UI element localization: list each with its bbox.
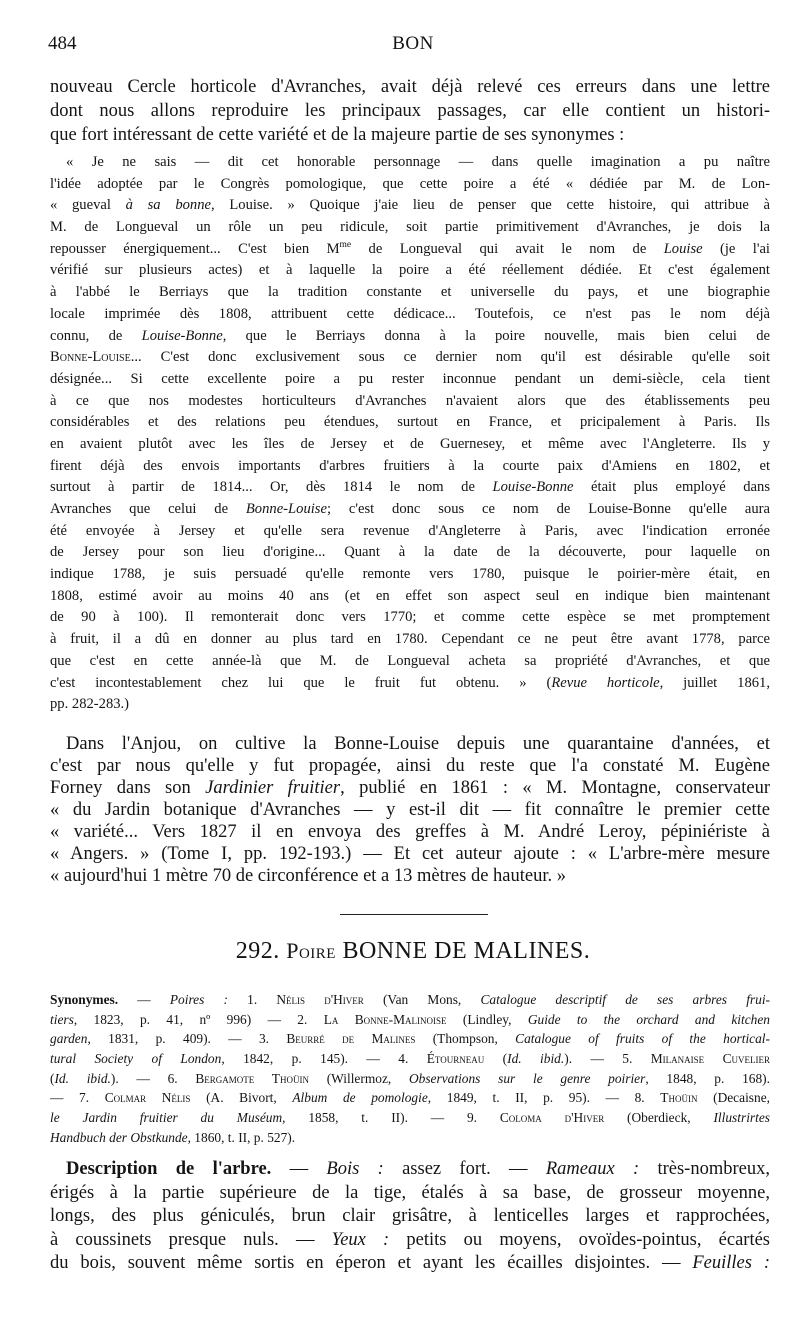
- italic-text: Observations sur le genre poirier: [408, 1070, 646, 1086]
- text-line: [50, 304, 770, 326]
- small-caps-text: La Bonne-Malinoise: [323, 1011, 447, 1027]
- text-segment: « Angers. » (Tome I, pp. 192-193.) — Et cet auteur ajoute : « L'arbre-mère mesure: [50, 844, 770, 864]
- text-line: [50, 1049, 770, 1069]
- text-segment: , 1848, p. 168).: [645, 1070, 770, 1086]
- text-segment: (: [50, 1070, 55, 1086]
- italic-text: Louise-Bonne: [492, 479, 574, 496]
- text-segment: à coussinets presque nuls. —: [50, 1229, 332, 1250]
- text-segment: considérables et des relations peu étendues, surtout en France, et pricipalement à Paris. Ils: [50, 414, 770, 431]
- italic-text: à sa bonne: [125, 197, 211, 214]
- text-segment: du bois, souvent même sortis en éperon et ayant les écailles disjointes. —: [50, 1253, 693, 1274]
- section-kind: Poire: [286, 938, 336, 963]
- italic-text: le Jardin fruitier du Muséum: [50, 1110, 283, 1126]
- italic-text: Rameaux :: [545, 1159, 640, 1179]
- text-segment: désignée... Si cette excellente poire a pu rester inconnue pendant un demi-siècle, cela tient: [50, 370, 770, 387]
- italic-text: Jardinier fruitier: [205, 778, 341, 798]
- text-segment: nouveau Cercle horticole d'Avranches, avait déjà relevé ces erreurs dans une lettre: [50, 77, 770, 97]
- text-segment: de Jersey pour son lieu d'origine... Quant à la date de la découverte, pour laquelle on: [50, 544, 770, 561]
- text-segment: , juillet 1861,: [659, 674, 770, 691]
- text-line: [50, 629, 770, 651]
- text-segment: repousser énergiquement... C'est bien M: [50, 240, 340, 257]
- small-caps-text: Nélis d'Hiver: [276, 992, 364, 1007]
- text-segment: Avranches que celui de: [50, 501, 246, 517]
- quoted-letter: [50, 152, 770, 716]
- text-segment: été envoyée à Jersey et qu'elle sera revenue d'Angleterre à Paris, avec l'indication erronée: [50, 522, 770, 539]
- text-segment: (A. Bivort,: [190, 1090, 293, 1106]
- text-segment: longs, des plus géniculés, brun clair grisâtre, à lenticelles larges et rapprochées,: [50, 1206, 770, 1227]
- text-segment: , publié en 1861 : « M. Montagne, conservateur: [340, 778, 770, 798]
- small-caps-text: Thoüin: [660, 1090, 698, 1106]
- small-caps-text: Étourneau: [426, 1051, 485, 1067]
- section-divider: [340, 914, 488, 915]
- text-segment: « gueval: [50, 197, 126, 214]
- text-line: [50, 1128, 770, 1148]
- text-line: [50, 477, 770, 499]
- text-segment: vérifié sur plusieurs actes) et à laquelle la poire a été réellement dédiée. Et c'est également: [50, 262, 770, 279]
- text-line: [50, 499, 770, 521]
- small-caps-text: Colmar Nélis: [104, 1090, 191, 1106]
- text-segment: —: [118, 992, 170, 1007]
- text-segment: de Longueval qui avait le nom de: [351, 240, 664, 257]
- text-line: [50, 123, 770, 147]
- text-line: [50, 1158, 770, 1182]
- text-segment: petits ou moyens, ovoïdes-pointus, écartés: [389, 1229, 770, 1250]
- italic-text: Revue horticole: [551, 674, 660, 691]
- italic-text: Bois :: [326, 1159, 384, 1179]
- italic-text: Id. ibid.: [507, 1051, 565, 1067]
- text-line: [50, 1108, 770, 1128]
- text-segment: (Lindley,: [446, 1011, 528, 1027]
- text-segment: que fort intéressant de cette variété et de la majeure partie de ses synonymes :: [50, 125, 625, 145]
- text-line: [50, 282, 770, 304]
- italic-text: Id. ibid.: [54, 1070, 111, 1086]
- text-line: [50, 843, 770, 865]
- italic-text: tiers: [50, 1011, 74, 1027]
- small-caps-text: Bergamote Thoüin: [195, 1070, 309, 1086]
- small-caps-text: Beurré de Malines: [286, 1031, 416, 1047]
- text-segment: érigés à la partie supérieure de la tige, étalés à sa base, de grosseur moyenne,: [50, 1182, 770, 1203]
- text-segment: , 1823, p. 41, nº 996) — 2.: [73, 1011, 324, 1027]
- text-line: [50, 1088, 770, 1108]
- text-segment: de 90 à 100). Il remonterait donc vers 1770; et comme cette espèce se met promptement: [50, 609, 770, 626]
- text-line: [50, 542, 770, 564]
- section-title: [0, 938, 800, 965]
- text-segment: pp. 282-283.): [50, 696, 130, 713]
- text-segment: « variété... Vers 1827 il en envoya des greffes à M. André Leroy, pépiniériste à: [50, 822, 770, 842]
- text-line: [50, 651, 770, 673]
- italic-text: Louise-Bonne: [141, 327, 223, 344]
- text-line: [50, 347, 770, 369]
- text-line: [50, 217, 770, 239]
- small-caps-text: Milanaise Cuvelier: [650, 1051, 770, 1067]
- text-line: [50, 195, 770, 217]
- intro-paragraph: [50, 75, 770, 147]
- text-segment: (Van Mons,: [363, 992, 481, 1007]
- text-segment: ; c'est donc sous ce nom de Louise-Bonne qu'elle aura: [326, 501, 770, 517]
- small-caps-text: Coloma d'Hiver: [499, 1110, 605, 1126]
- text-line: [50, 369, 770, 391]
- text-segment: Dans l'Anjou, on cultive la Bonne-Louise depuis une quarantaine d'années, et: [66, 734, 770, 754]
- text-segment: l'idée adoptée par le Congrès pomologique, que cette poire a été « dédiée par M. de Lon-: [50, 175, 770, 192]
- text-line: [50, 1029, 770, 1049]
- text-line: [50, 755, 770, 777]
- text-segment: (Oberdieck,: [604, 1110, 714, 1126]
- text-segment: Forney dans son: [50, 778, 206, 798]
- text-line: [50, 777, 770, 799]
- text-line: [50, 1229, 770, 1253]
- text-segment: , 1860, t. II, p. 527).: [187, 1129, 296, 1145]
- text-segment: (Willermoz,: [308, 1070, 409, 1086]
- italic-text: Bonne-Louise: [245, 501, 327, 517]
- text-line: [50, 694, 770, 716]
- italic-text: Handbuch der Obstkunde: [50, 1129, 188, 1145]
- running-head: BON: [392, 33, 434, 54]
- text-segment: ... C'est donc exclusivement sous ce dernier nom qu'il est désirable qu'elle soit: [130, 349, 770, 366]
- section-number: 292.: [235, 938, 280, 964]
- text-line: [50, 99, 770, 123]
- superscript-text: me: [339, 239, 352, 250]
- synonyms-paragraph: [50, 990, 770, 1148]
- text-segment: c'est incontestablement chez lui que le fruit fut obtenu. » (: [50, 674, 552, 691]
- text-segment: , Louise. » Quoique j'aie lieu de penser que cette histoire, qui attribue à: [211, 197, 770, 214]
- text-segment: (je l'ai: [702, 240, 770, 257]
- text-segment: , 1849, t. II, p. 95). — 8.: [427, 1090, 661, 1106]
- text-line: [50, 152, 770, 174]
- text-line: [50, 434, 770, 456]
- text-segment: indique 1788, je suis persuadé qu'elle remonte vers 1780, puisque le poirier-mère était, en: [50, 566, 770, 583]
- text-segment: (: [484, 1051, 508, 1067]
- text-line: [50, 586, 770, 608]
- text-line: [50, 865, 770, 887]
- text-segment: 1.: [227, 992, 277, 1007]
- text-line: [50, 607, 770, 629]
- text-segment: , 1842, p. 145). — 4.: [221, 1051, 427, 1067]
- text-line: [50, 1182, 770, 1206]
- text-segment: 1808, estimé avoir au moins 40 ans (et en effet son aspect seul en indique bien maintenant: [50, 587, 770, 604]
- text-segment: « aujourd'hui 1 mètre 70 de circonférence et a 13 mètres de hauteur. »: [50, 866, 566, 886]
- text-segment: M. de Longueval un rôle un peu ridicule, soit partie primitivement d'Avranches, je dois la: [50, 219, 770, 236]
- bold-text: Synonymes.: [50, 992, 119, 1007]
- text-segment: à l'abbé le Berriays que la tradition constante et universelle du pays, et une biographie: [50, 284, 770, 301]
- small-caps-text: Bonne-Louise: [50, 349, 131, 366]
- text-segment: ). — 5.: [564, 1051, 651, 1067]
- text-line: [50, 412, 770, 434]
- italic-text: Illustrirtes: [713, 1110, 770, 1126]
- text-line: [50, 521, 770, 543]
- bold-text: Description de l'arbre.: [66, 1159, 272, 1179]
- text-segment: locale imprimée dès 1808, attribuent cette dédicace... Toutefois, ce n'est pas le nom déjà: [50, 305, 770, 322]
- text-segment: firent déjà des envois importants d'arbres fruitiers à la courte paix d'Amiens en 1802, et: [50, 457, 770, 474]
- italic-text: garden: [50, 1031, 88, 1047]
- text-line: [50, 799, 770, 821]
- text-segment: était plus employé dans: [573, 479, 770, 496]
- text-line: [50, 456, 770, 478]
- italic-text: Louise: [663, 240, 703, 257]
- text-line: [50, 1252, 770, 1276]
- text-line: [50, 990, 770, 1010]
- text-segment: c'est par nous qu'elle y fut propagée, ainsi du reste que l'a constaté M. Eugène: [50, 756, 770, 776]
- text-segment: en avaient plutôt avec les îles de Jersey et de Guernesey, et même avec l'Angleterre. Ils y: [50, 435, 770, 452]
- text-segment: que c'est en cette année-là que M. de Longueval acheta sa propriété d'Avranches, et que: [50, 652, 770, 669]
- text-line: [50, 326, 770, 348]
- text-segment: —: [271, 1159, 327, 1179]
- italic-text: Poires :: [169, 992, 228, 1007]
- text-line: [50, 821, 770, 843]
- text-line: [50, 673, 770, 695]
- text-segment: (Decaisne,: [697, 1090, 770, 1106]
- text-segment: (Thompson,: [415, 1031, 516, 1047]
- text-segment: « Je ne sais — dit cet honorable personnage — dans quelle imagination a pu naître: [66, 154, 770, 170]
- italic-text: Guide to the orchard and kitchen: [527, 1011, 770, 1027]
- text-segment: , 1831, p. 409). — 3.: [87, 1031, 287, 1047]
- text-segment: à ce que nos modestes horticulteurs d'Avranches n'avaient alors que des établissements peu: [50, 392, 770, 409]
- text-segment: , 1858, t. II). — 9.: [282, 1110, 500, 1126]
- text-line: [50, 174, 770, 196]
- italic-text: tural Society of London: [50, 1051, 222, 1067]
- italic-text: Album de pomologie: [292, 1090, 428, 1106]
- text-line: [50, 1205, 770, 1229]
- text-segment: , que le Berriays donna à la poire nouvelle, mais bien celui de: [222, 327, 770, 344]
- text-line: [50, 733, 770, 755]
- italic-text: Yeux :: [331, 1229, 390, 1250]
- text-segment: assez fort. —: [383, 1159, 546, 1179]
- text-segment: à fruit, il a dû en donner au plus tard en 1780. Cependant ce ne peut être avant 1778, parce: [50, 631, 770, 648]
- italic-text: Feuilles :: [692, 1253, 770, 1274]
- text-segment: connu, de: [50, 327, 142, 344]
- page-number: 484: [48, 33, 77, 54]
- text-line: [50, 391, 770, 413]
- italic-text: Catalogue of fruits of the hortical-: [515, 1031, 770, 1047]
- text-line: [50, 1010, 770, 1030]
- tree-description-paragraph: [50, 1158, 770, 1276]
- text-line: [50, 260, 770, 282]
- text-line: [50, 75, 770, 99]
- text-segment: très-nombreux,: [639, 1159, 770, 1179]
- text-segment: — 7.: [50, 1090, 105, 1106]
- section-name: BONNE DE MALINES.: [342, 938, 591, 964]
- text-segment: ). — 6.: [110, 1070, 196, 1086]
- text-segment: « du Jardin botanique d'Avranches — y est-il dit — fit connaître le premier cette: [50, 800, 770, 820]
- text-line: [50, 564, 770, 586]
- text-segment: dont nous allons reproduire les principaux passages, car elle contient un histori-: [50, 101, 770, 121]
- anjou-paragraph: [50, 733, 770, 887]
- text-segment: surtout à partir de 1814... Or, dès 1814 le nom de: [50, 479, 493, 496]
- text-line: [50, 1069, 770, 1089]
- italic-text: Catalogue descriptif de ses arbres frui-: [480, 992, 770, 1007]
- text-line: [50, 239, 770, 261]
